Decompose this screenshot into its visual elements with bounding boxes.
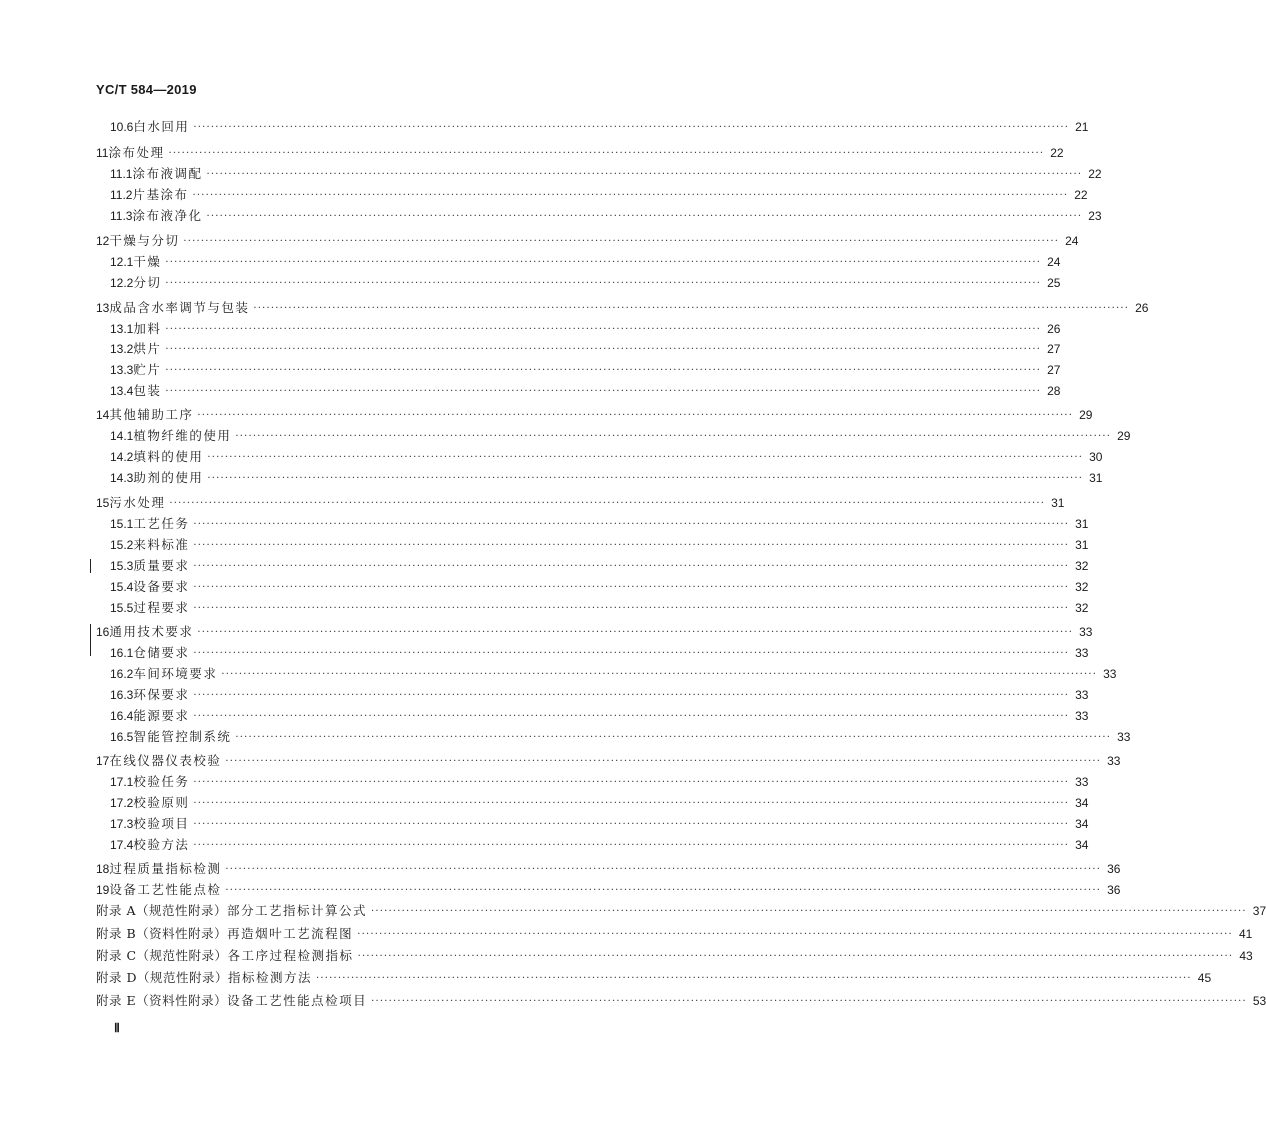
- section-title: 来料标准: [133, 537, 190, 552]
- leader-dots: ········································································································································································································: [193, 690, 1070, 701]
- page-number: 32: [1075, 559, 1089, 573]
- leader-dots: ········································································································································································································: [193, 519, 1070, 530]
- leader-dots: ········································································································································································································: [183, 236, 1060, 247]
- leader-dots: ········································································································································································································: [193, 777, 1070, 788]
- leader-dots: ········································································································································································································: [165, 324, 1042, 335]
- section-title: 在线仪器仪表校验: [109, 753, 222, 768]
- section-number: 10.6: [110, 120, 134, 134]
- toc-entry[interactable]: [0, 991, 1266, 1011]
- section-number: 13.2: [110, 342, 134, 356]
- page-number: 34: [1075, 838, 1089, 852]
- leader-dots: ········································································································································································································: [225, 864, 1102, 875]
- toc-entry[interactable]: [0, 405, 1093, 425]
- leader-dots: ········································································································································································································: [225, 885, 1102, 896]
- page-number: 53: [1252, 994, 1266, 1008]
- section-title: 加料: [133, 321, 162, 336]
- toc-entry[interactable]: [0, 231, 1079, 251]
- toc-entry[interactable]: [0, 924, 1253, 944]
- revision-bar: [90, 624, 91, 656]
- toc-entry[interactable]: [0, 880, 1121, 900]
- section-number: 14.1: [110, 429, 134, 443]
- section-title: 片基涂布: [132, 187, 189, 202]
- section-number: 11.1: [110, 167, 133, 181]
- section-number: 12: [96, 234, 110, 248]
- toc-entry[interactable]: [0, 535, 1089, 555]
- leader-dots: ········································································································································································································: [221, 669, 1098, 680]
- toc-entry[interactable]: [0, 622, 1093, 642]
- leader-dots: ········································································································································································································: [235, 431, 1112, 442]
- section-number: 15.4: [110, 580, 134, 594]
- page-number: 31: [1075, 517, 1089, 531]
- section-title: 涂布液净化: [132, 208, 203, 223]
- standard-code: YC/T 584—2019: [96, 82, 197, 97]
- toc-entry[interactable]: [0, 143, 1064, 163]
- page-number: 36: [1107, 883, 1121, 897]
- page-number: 21: [1075, 120, 1089, 134]
- leader-dots: ········································································································································································································: [165, 386, 1042, 397]
- page-number: 33: [1075, 688, 1089, 702]
- leader-dots: ········································································································································································································: [371, 996, 1247, 1007]
- page-number: 34: [1075, 817, 1089, 831]
- toc-entry[interactable]: [0, 664, 1117, 684]
- section-number: 13.1: [110, 322, 134, 336]
- toc-entry[interactable]: [0, 514, 1089, 534]
- section-number: 11.2: [110, 188, 133, 202]
- section-number: 16.2: [110, 667, 134, 681]
- section-number: 15.3: [110, 559, 134, 573]
- section-number: 15.2: [110, 538, 134, 552]
- page-number: 22: [1074, 188, 1088, 202]
- page-number: 24: [1065, 234, 1079, 248]
- toc-entry[interactable]: [0, 643, 1089, 663]
- section-number: 16.3: [110, 688, 134, 702]
- toc-entry[interactable]: [0, 751, 1121, 771]
- section-number: 19: [96, 883, 110, 897]
- leader-dots: ········································································································································································································: [207, 452, 1084, 463]
- toc-entry[interactable]: [0, 426, 1131, 446]
- section-number: 17: [96, 754, 110, 768]
- page-number: 27: [1047, 342, 1061, 356]
- section-title: 指标检测方法: [228, 970, 313, 985]
- leader-dots: ········································································································································································································: [193, 711, 1070, 722]
- page-number: 25: [1047, 276, 1061, 290]
- page-number: 31: [1075, 538, 1089, 552]
- leader-dots: ········································································································································································································: [192, 190, 1069, 201]
- section-title: 其他辅助工序: [109, 407, 194, 422]
- toc-entry[interactable]: [0, 117, 1089, 137]
- leader-dots: ········································································································································································································: [193, 798, 1070, 809]
- toc-entry[interactable]: [0, 360, 1061, 380]
- section-title: 涂布液调配: [132, 166, 203, 181]
- leader-dots: ········································································································································································································: [165, 257, 1042, 268]
- revision-bar: [90, 559, 91, 573]
- section-title: 环保要求: [133, 687, 190, 702]
- section-number: 15.1: [110, 517, 134, 531]
- page-number: 22: [1088, 167, 1102, 181]
- section-title: 过程要求: [133, 600, 190, 615]
- page-number: 34: [1075, 796, 1089, 810]
- page-numeral: Ⅱ: [114, 1021, 120, 1035]
- toc-entry[interactable]: [0, 447, 1103, 467]
- page-number: 33: [1075, 775, 1089, 789]
- toc-entry[interactable]: [0, 727, 1131, 747]
- section-title: 烘片: [133, 341, 162, 356]
- section-title: 填料的使用: [133, 449, 204, 464]
- section-title: 能源要求: [133, 708, 190, 723]
- toc-entry[interactable]: [0, 185, 1088, 205]
- leader-dots: ········································································································································································································: [193, 561, 1070, 572]
- section-number: 13.3: [110, 363, 134, 377]
- page-number: 29: [1117, 429, 1131, 443]
- toc-entry[interactable]: [0, 835, 1089, 855]
- toc-entry[interactable]: [0, 273, 1061, 293]
- leader-dots: ········································································································································································································: [197, 410, 1074, 421]
- leader-dots: ········································································································································································································: [197, 627, 1074, 638]
- section-title: 校验原则: [133, 795, 190, 810]
- leader-dots: ········································································································································································································: [169, 498, 1046, 509]
- leader-dots: ········································································································································································································: [193, 122, 1070, 133]
- appendix-label: 附录 E（资料性附录）: [96, 993, 228, 1008]
- leader-dots: ········································································································································································································: [165, 278, 1042, 289]
- leader-dots: ········································································································································································································: [193, 819, 1070, 830]
- toc-entry[interactable]: [0, 901, 1266, 921]
- leader-dots: ········································································································································································································: [193, 603, 1070, 614]
- toc-entry[interactable]: [0, 493, 1065, 513]
- toc-entry[interactable]: [0, 164, 1102, 184]
- section-title: 分切: [133, 275, 162, 290]
- toc-entry[interactable]: [0, 339, 1061, 359]
- toc-entry[interactable]: [0, 793, 1089, 813]
- leader-dots: ········································································································································································································: [225, 756, 1102, 767]
- section-number: 12.2: [110, 276, 134, 290]
- leader-dots: ········································································································································································································: [207, 473, 1084, 484]
- leader-dots: ········································································································································································································: [165, 365, 1042, 376]
- toc-entry[interactable]: [0, 252, 1061, 272]
- page-number: 33: [1117, 730, 1131, 744]
- section-number: 16: [96, 625, 110, 639]
- section-title: 各工序过程检测指标: [227, 948, 354, 963]
- toc-entry[interactable]: [0, 968, 1212, 988]
- page-number: 24: [1047, 255, 1061, 269]
- toc-entry[interactable]: [0, 319, 1061, 339]
- section-title: 工艺任务: [133, 516, 190, 531]
- toc-entry[interactable]: [0, 685, 1089, 705]
- section-title: 校验任务: [133, 774, 190, 789]
- section-title: 智能管控制系统: [133, 729, 232, 744]
- page-number: 31: [1089, 471, 1103, 485]
- page-number: 22: [1050, 146, 1064, 160]
- section-title: 设备工艺性能点检项目: [227, 993, 368, 1008]
- page-number: 26: [1047, 322, 1061, 336]
- section-number: 14.3: [110, 471, 134, 485]
- page-number: 32: [1075, 601, 1089, 615]
- section-title: 质量要求: [133, 558, 190, 573]
- section-title: 贮片: [133, 362, 162, 377]
- section-number: 11.3: [110, 209, 133, 223]
- section-title: 白水回用: [133, 119, 190, 134]
- section-title: 校验方法: [133, 837, 190, 852]
- appendix-label: 附录 D（规范性附录）: [96, 970, 228, 985]
- appendix-label: 附录 A（规范性附录）: [96, 903, 228, 918]
- toc-entry[interactable]: [0, 706, 1089, 726]
- section-number: 15: [96, 496, 110, 510]
- section-number: 16.5: [110, 730, 134, 744]
- page-number: 33: [1103, 667, 1117, 681]
- section-title: 设备工艺性能点检: [109, 882, 222, 897]
- section-number: 17.3: [110, 817, 134, 831]
- section-title: 部分工艺指标计算公式: [227, 903, 368, 918]
- section-number: 18: [96, 862, 110, 876]
- section-number: 13: [96, 301, 110, 315]
- appendix-label: 附录 C（规范性附录）: [96, 948, 228, 963]
- section-number: 17.4: [110, 838, 134, 852]
- page-number: 23: [1088, 209, 1102, 223]
- section-title: 污水处理: [109, 495, 166, 510]
- section-title: 校验项目: [133, 816, 190, 831]
- page-number: 33: [1107, 754, 1121, 768]
- appendix-label: 附录 B（资料性附录）: [96, 926, 228, 941]
- section-number: 17.2: [110, 796, 134, 810]
- section-title: 再造烟叶工艺流程图: [227, 926, 354, 941]
- leader-dots: ········································································································································································································: [165, 344, 1042, 355]
- toc-entry[interactable]: [0, 556, 1089, 576]
- page-number: 31: [1051, 496, 1065, 510]
- leader-dots: ········································································································································································································: [253, 303, 1130, 314]
- toc-entry[interactable]: [0, 859, 1121, 879]
- page-number: 45: [1197, 971, 1212, 985]
- section-title: 助剂的使用: [133, 470, 204, 485]
- leader-dots: ········································································································································································································: [193, 648, 1070, 659]
- section-number: 11: [96, 146, 109, 160]
- leader-dots: ········································································································································································································: [235, 732, 1112, 743]
- leader-dots: ········································································································································································································: [193, 540, 1070, 551]
- section-title: 包装: [133, 383, 162, 398]
- section-title: 干燥: [133, 254, 162, 269]
- page-number: 36: [1107, 862, 1121, 876]
- toc-entry[interactable]: [0, 381, 1061, 401]
- leader-dots: ········································································································································································································: [193, 840, 1070, 851]
- section-title: 通用技术要求: [109, 624, 194, 639]
- leader-dots: ········································································································································································································: [371, 906, 1247, 917]
- section-number: 14: [96, 408, 110, 422]
- leader-dots: ········································································································································································································: [193, 582, 1070, 593]
- page-number: 30: [1089, 450, 1103, 464]
- section-title: 仓储要求: [133, 645, 190, 660]
- section-number: 17.1: [110, 775, 134, 789]
- page-number: 43: [1239, 949, 1253, 963]
- section-number: 14.2: [110, 450, 134, 464]
- section-title: 涂布处理: [108, 145, 165, 160]
- page-number: 33: [1079, 625, 1093, 639]
- section-title: 成品含水率调节与包装: [109, 300, 250, 315]
- toc-entry[interactable]: [0, 598, 1089, 618]
- leader-dots: ········································································································································································································: [206, 169, 1083, 180]
- leader-dots: ········································································································································································································: [357, 951, 1234, 962]
- section-number: 15.5: [110, 601, 134, 615]
- leader-dots: ········································································································································································································: [206, 211, 1083, 222]
- page-number: 33: [1075, 709, 1089, 723]
- section-title: 干燥与分切: [109, 233, 180, 248]
- leader-dots: ········································································································································································································: [316, 973, 1192, 984]
- leader-dots: ········································································································································································································: [357, 929, 1233, 940]
- page-number: 33: [1075, 646, 1089, 660]
- toc-entry[interactable]: [0, 772, 1089, 792]
- section-number: 12.1: [110, 255, 134, 269]
- section-number: 16.1: [110, 646, 134, 660]
- section-title: 设备要求: [133, 579, 190, 594]
- toc-entry[interactable]: [0, 577, 1089, 597]
- page-number: 27: [1047, 363, 1061, 377]
- page-number: 37: [1252, 904, 1266, 918]
- toc-entry[interactable]: [0, 298, 1149, 318]
- toc-entry[interactable]: [0, 206, 1102, 226]
- section-title: 植物纤维的使用: [133, 428, 232, 443]
- page-number: 41: [1238, 927, 1253, 941]
- toc-entry[interactable]: [0, 468, 1103, 488]
- page-number: 28: [1047, 384, 1061, 398]
- page-number: 26: [1135, 301, 1149, 315]
- toc-entry[interactable]: [0, 814, 1089, 834]
- section-title: 过程质量指标检测: [109, 861, 222, 876]
- page-number: 29: [1079, 408, 1093, 422]
- page-number: 32: [1075, 580, 1089, 594]
- leader-dots: ········································································································································································································: [168, 148, 1045, 159]
- section-number: 13.4: [110, 384, 134, 398]
- section-number: 16.4: [110, 709, 134, 723]
- section-title: 车间环境要求: [133, 666, 218, 681]
- toc-entry[interactable]: [0, 946, 1253, 966]
